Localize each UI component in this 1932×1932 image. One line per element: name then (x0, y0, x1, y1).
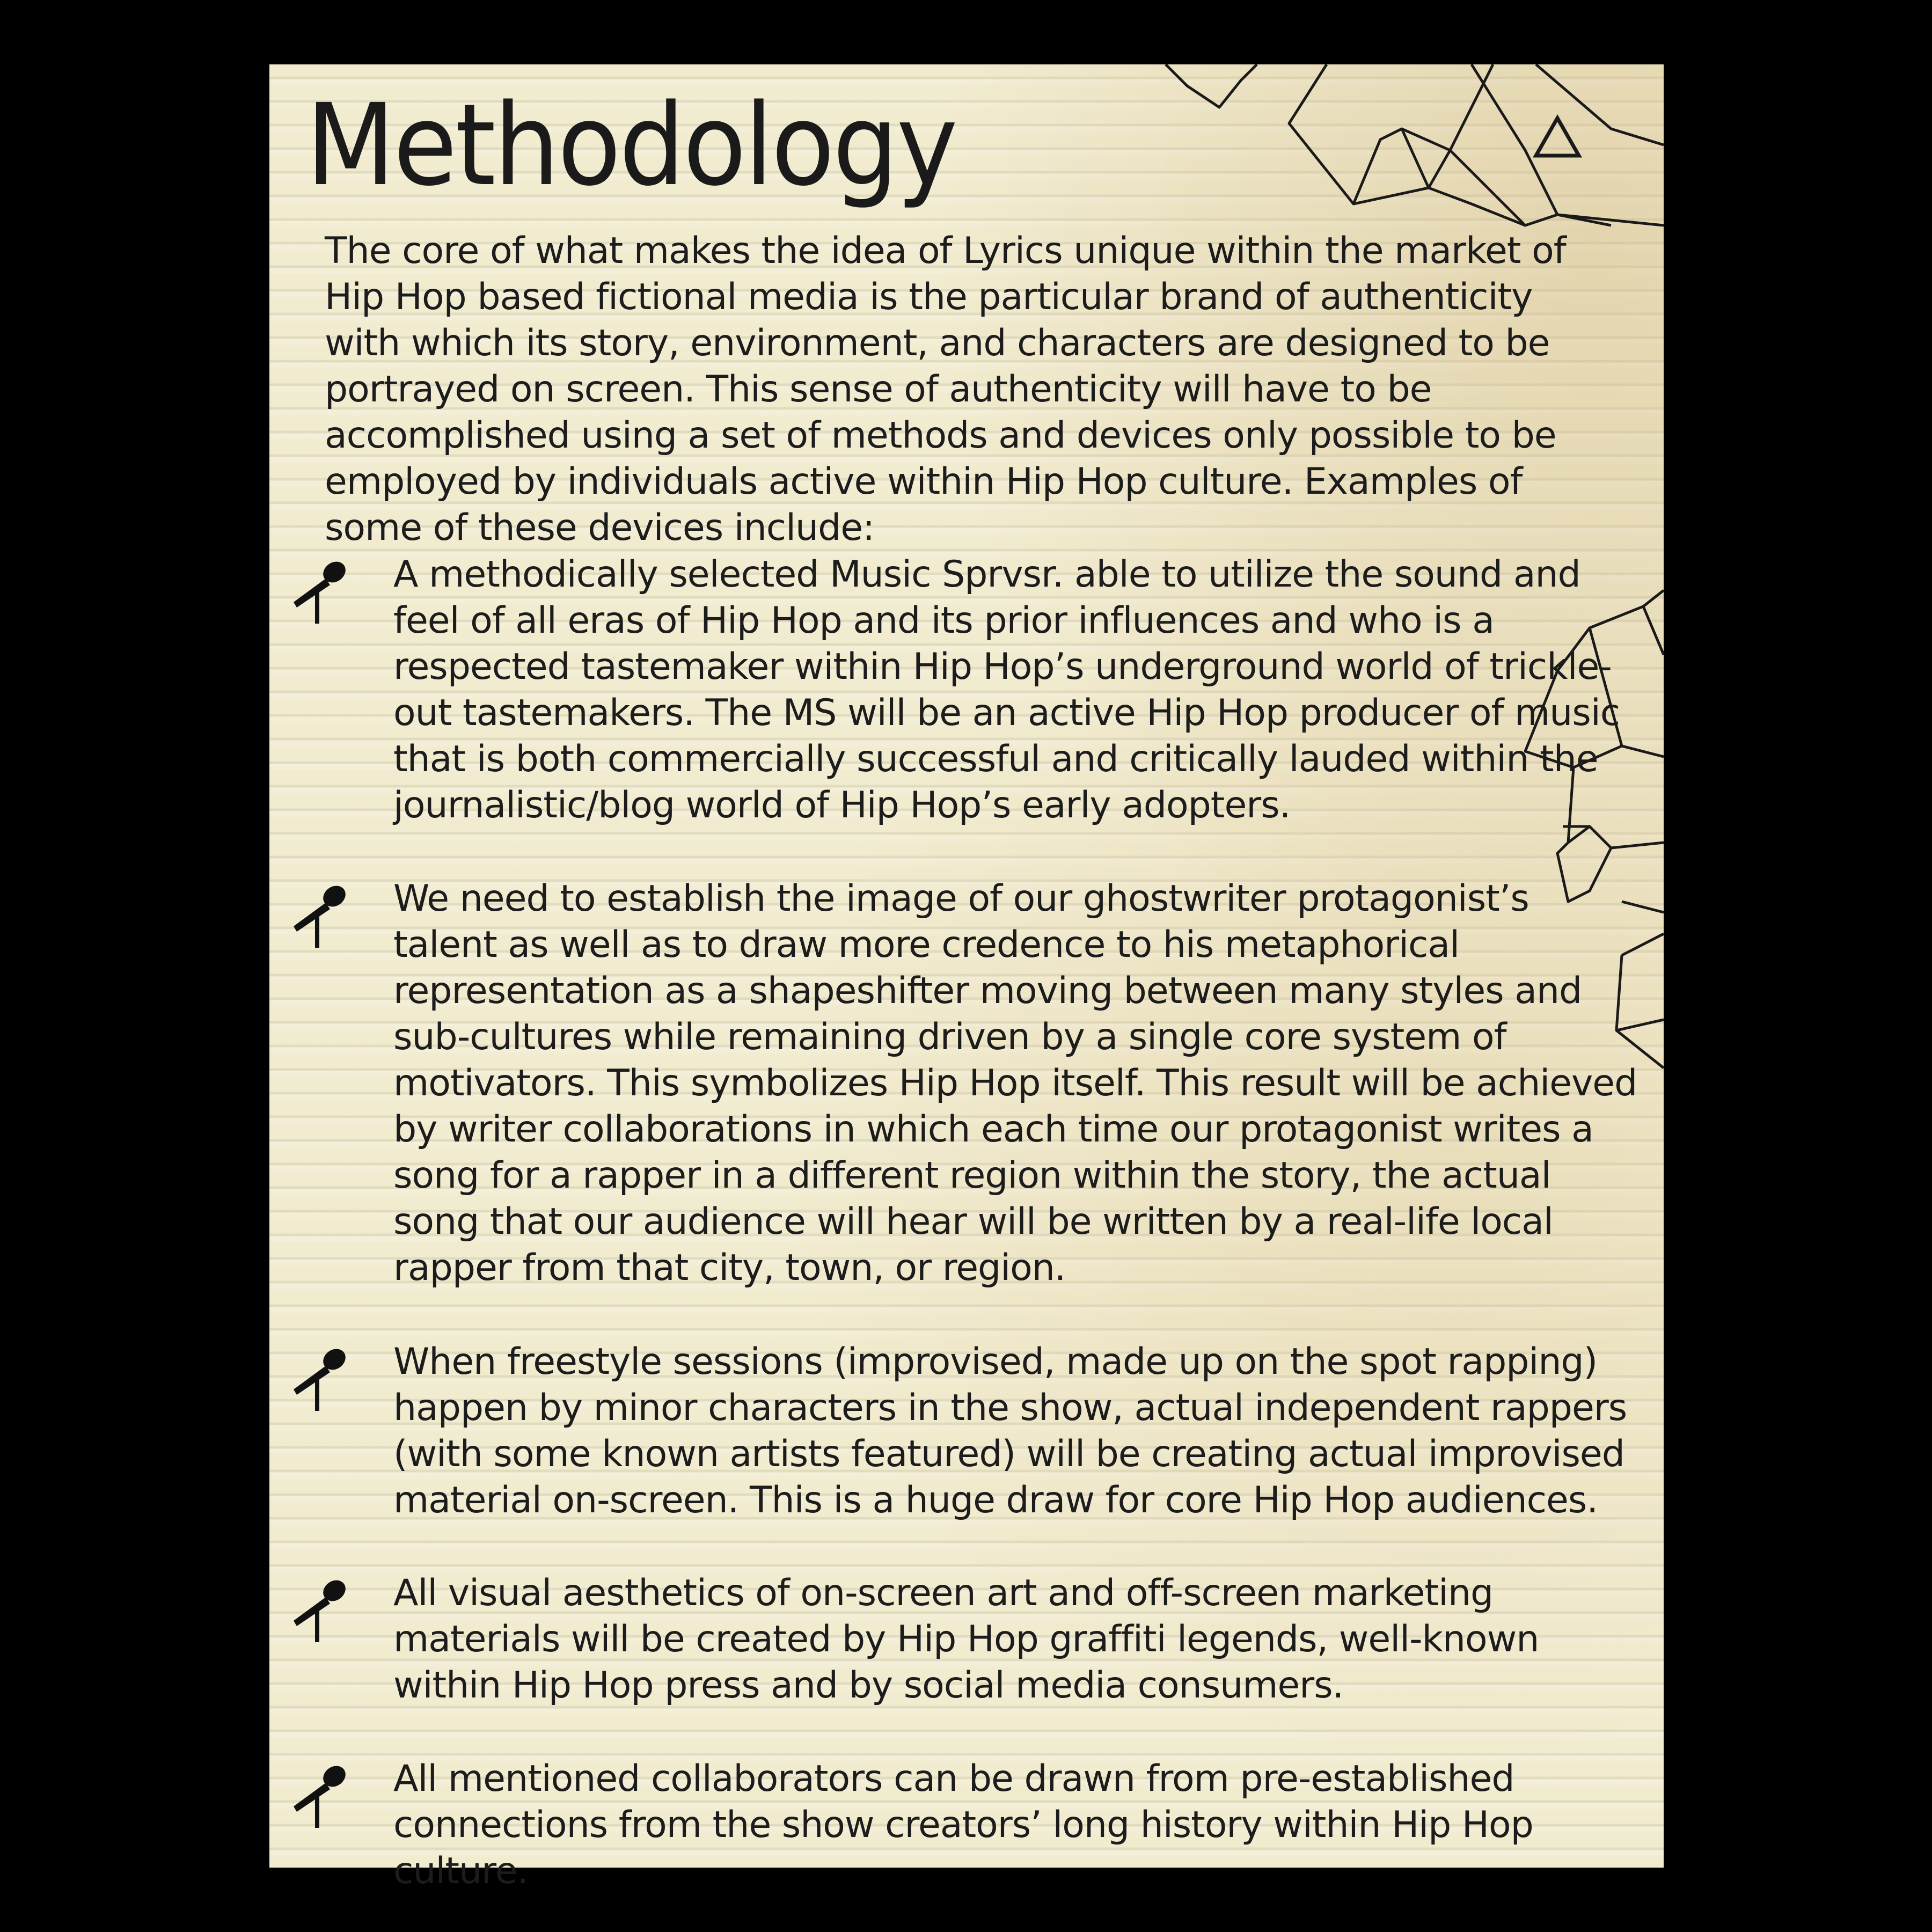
bullet-text: A methodically selected Music Sprvsr. able to utilize the sound and feel of all eras of Hip Hop and its prior influences and who is a respected tastemaker within Hip Hop’s underground world of trickle-out tastemakers. The MS will be an active Hip Hop producer of music that is both commercially successful and critically lauded within the journalistic/blog world of Hip Hop’s early adopters. (393, 553, 1620, 826)
bullet-text: We need to establish the image of our ghostwriter protagonist’s talent as well as to draw more credence to his metaphorical representation as a shapeshifter moving between many styles and sub-cultures while remaining driven by a single core system of motivators. This symbolizes Hip Hop itself. This result will be achieved by writer collaborations in which each time our protagonist writes a song for a rapper in a different region within the story, the actual song that our audience will hear will be written by a real-life local rapper from that city, town, or region. (393, 877, 1637, 1289)
document-page (269, 64, 1664, 1892)
bullet-text: All mentioned collaborators can be drawn from pre-established connections from the show creators’ long history within Hip Hop culture. (393, 1758, 1533, 1892)
microphone-icon (288, 882, 353, 947)
bullet-text: When freestyle sessions (improvised, made up on the spot rapping) happen by minor characters in the show, actual independent rappers (with some known artists featured) will be creating actual improvised material on-screen. This is a huge draw for core Hip Hop audiences. (393, 1341, 1627, 1521)
microphone-icon (288, 1345, 353, 1410)
microphone-icon (288, 1577, 353, 1641)
page-title: Methodology (306, 79, 956, 211)
microphone-icon (288, 1762, 353, 1827)
geometric-line-art-top (1150, 64, 1664, 225)
bullet-text: All visual aesthetics of on-screen art and off-screen marketing materials will be created by Hip Hop graffiti legends, well-known within Hip Hop press and by social media consumers. (393, 1572, 1539, 1707)
intro-paragraph: The core of what makes the idea of Lyrics unique within the market of Hip Hop based fictional media is the particular brand of authenticity with which its story, environment, and characters are designed to be portrayed on screen. This sense of authenticity will have to be accomplished using a set of methods and devices only possible to be employed by individuals active within Hip Hop culture. Examples of some of these devices include: (325, 230, 1566, 549)
microphone-icon (288, 558, 353, 623)
